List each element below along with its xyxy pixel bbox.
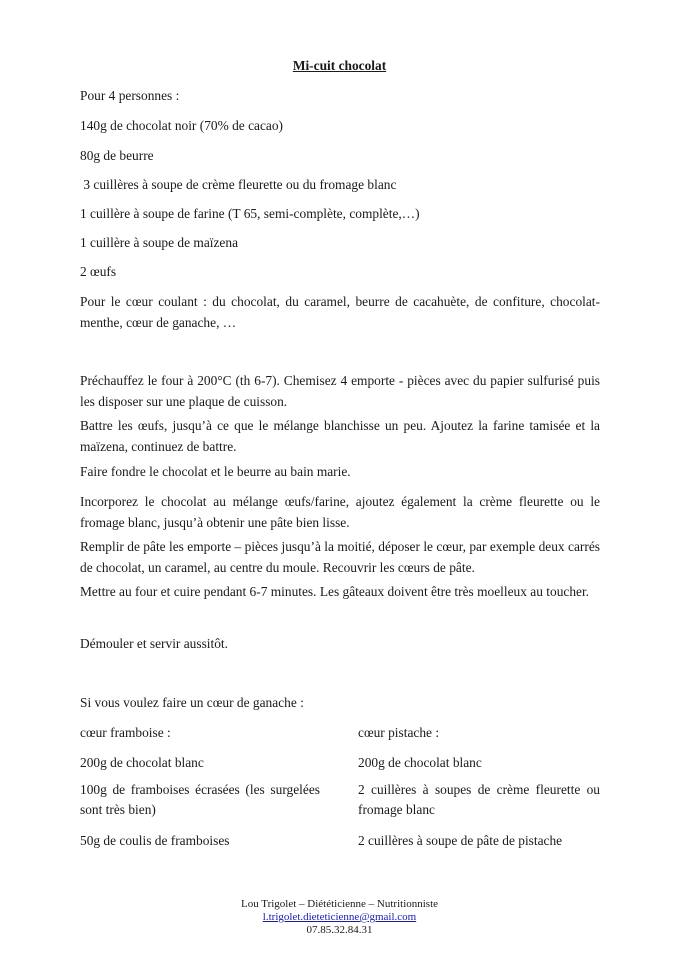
ingredient: 80g de beurre — [80, 148, 154, 163]
step: Mettre au four et cuire pendant 6-7 minutes. Les gâteaux doivent être très moelleux au toucher. — [80, 584, 590, 599]
pistache-item: 2 cuillères à soupes de crème fleurette ou fromage blanc — [358, 782, 600, 817]
framboise-item: 200g de chocolat blanc — [80, 755, 204, 770]
footer-name: Lou Trigolet – Diététicienne – Nutritionniste — [240, 898, 439, 910]
pistache-title: cœur pistache : — [358, 725, 440, 740]
servings: Pour 4 personnes : — [80, 88, 180, 103]
ganache-intro: Si vous voulez faire un cœur de ganache : — [80, 695, 304, 710]
step: Battre les œufs, jusqu’à ce que le mélange blanchisse un peu. Ajoutez la farine tamisée et la maïzena, continuez de battre. — [80, 418, 600, 454]
framboise-title: cœur framboise : — [80, 725, 171, 740]
pistache-item: 200g de chocolat blanc — [358, 755, 482, 770]
ingredient: 3 cuillères à soupe de crème fleurette ou du fromage blanc — [80, 177, 397, 192]
framboise-item: 50g de coulis de framboises — [80, 833, 230, 848]
pistache-item: 2 cuillères à soupe de pâte de pistache — [358, 833, 563, 848]
ingredient: 140g de chocolat noir (70% de cacao) — [80, 118, 284, 133]
recipe-title: Mi-cuit chocolat — [292, 58, 387, 73]
filling-note: Pour le cœur coulant : du chocolat, du caramel, beurre de cacahuète, de confiture, chocolat-menthe, cœur de ganache, … — [80, 294, 600, 330]
step: Faire fondre le chocolat et le beurre au bain marie. — [80, 464, 351, 479]
step: Incorporez le chocolat au mélange œufs/farine, ajoutez également la crème fleurette ou le fromage blanc, jusqu’à obtenir une pâte bien lisse. — [80, 494, 600, 530]
step: Préchauffez le four à 200°C (th 6-7). Chemisez 4 emporte - pièces avec du papier sulfurisé puis les disposer sur une plaque de cuisson. — [80, 373, 600, 409]
step: Démouler et servir aussitôt. — [80, 636, 229, 651]
ingredient: 1 cuillère à soupe de farine (T 65, semi-complète, complète,…) — [80, 206, 420, 221]
framboise-item: 100g de framboises écrasées (les surgelées sont très bien) — [80, 782, 320, 817]
ingredient: 2 œufs — [80, 264, 117, 279]
step: Remplir de pâte les emporte – pièces jusqu’à la moitié, déposer le cœur, par exemple deux carrés de chocolat, un caramel, au centre du moule. Recouvrir les cœurs de pâte. — [80, 539, 600, 575]
footer-email-link[interactable]: l.trigolet.dieteticienne@gmail.com — [262, 911, 417, 923]
ingredient: 1 cuillère à soupe de maïzena — [80, 235, 239, 250]
footer-phone: 07.85.32.84.31 — [306, 924, 373, 936]
